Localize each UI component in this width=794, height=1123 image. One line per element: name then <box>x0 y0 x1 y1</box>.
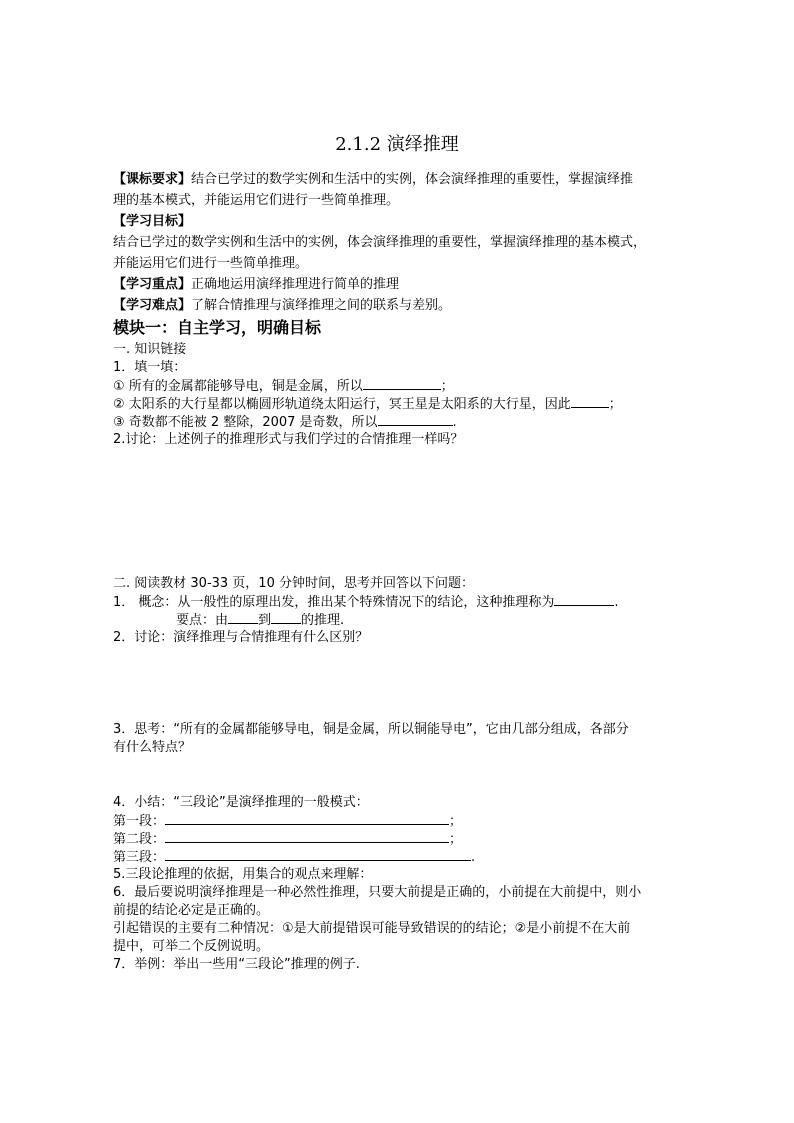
think-line-2: 有什么特点？ <box>113 740 192 755</box>
difficulty-tag: 【学习难点】 <box>113 298 192 313</box>
example-line: 7．举例：举出一些用“三段论”推理的例子. <box>113 957 360 972</box>
answer-blank <box>571 395 609 408</box>
answer-blank <box>554 593 614 606</box>
key-point-text: 要点：由 <box>176 613 229 628</box>
segment-2-label: 第二段： <box>113 832 166 847</box>
item-1-text: ① 所有的金属都能够导电，铜是金属，所以 <box>113 379 363 394</box>
answer-blank <box>228 611 258 624</box>
question-item-2 <box>113 395 622 414</box>
objective-tag: 【学习目标】 <box>113 214 192 229</box>
page-title: 2.1.2 演绎推理 <box>335 134 459 155</box>
segment-1-punct: ； <box>449 814 463 829</box>
concept-punct: . <box>614 595 619 610</box>
key-point-end: 的推理. <box>301 613 345 628</box>
item-2-text: ② 太阳系的大行星都以椭圆形轨道绕太阳运行，冥王星是太阳系的大行星，因此 <box>113 397 571 412</box>
focus-tag: 【学习重点】 <box>113 277 192 292</box>
item-2-punct: ； <box>608 397 622 412</box>
focus-text: 正确地运用演绎推理进行简单的推理 <box>191 277 400 292</box>
section-heading-1: 一. 知识链接 <box>113 342 187 357</box>
objective-line-1: 结合已学过的数学实例和生活中的实例，体会演绎推理的重要性，掌握演绎推理的基本模式， <box>113 235 647 250</box>
module-heading: 模块一：自主学习，明确目标 <box>113 318 322 337</box>
question-item-1 <box>113 377 454 396</box>
final-line-1: 6．最后要说明演绎推理是一种必然性推理，只要大前提是正确的，小前提在大前提中，则小 <box>113 885 642 900</box>
difficulty-line <box>113 297 451 315</box>
curriculum-text-1: 结合已学过的数学实例和生活中的实例，体会演绎推理的重要性，掌握演绎推 <box>191 172 634 187</box>
summary-line: 4．小结：“三段论”是演绎推理的一般模式： <box>113 795 369 810</box>
discussion-2: 2．讨论：演绎推理与合情推理有什么区别？ <box>113 630 369 645</box>
segment-3-punct: . <box>471 850 476 865</box>
section-heading-2: 二. 阅读教材 30-33 页，10 分钟时间，思考并回答以下问题： <box>113 576 474 591</box>
item-3-text: ③ 奇数都不能被 2 整除，2007 是奇数，所以 <box>113 415 378 430</box>
objective-line-2: 并能运用它们进行一些简单推理。 <box>113 256 309 271</box>
concept-text: 1． 概念：从一般性的原理出发，推出某个特殊情况下的结论，这种推理称为 <box>113 595 555 610</box>
error-line-2: 提中，可举二个反例说明。 <box>113 939 270 954</box>
item-3-punct: . <box>452 415 457 430</box>
segment-1 <box>113 812 462 831</box>
item-1-punct: ； <box>440 379 454 394</box>
answer-blank <box>165 830 449 843</box>
answer-blank <box>271 611 301 624</box>
segment-1-label: 第一段： <box>113 814 166 829</box>
basis-line: 5.三段论推理的依据，用集合的观点来理解： <box>113 867 373 882</box>
answer-blank <box>165 812 449 825</box>
error-line-1: 引起错误的主要有二种情况：①是大前提错误可能导致错误的的结论；②是小前提不在大前 <box>113 921 631 936</box>
fill-label: 1．填一填： <box>113 360 187 375</box>
curriculum-tag: 【课标要求】 <box>113 172 192 187</box>
segment-3-label: 第三段： <box>113 850 166 865</box>
answer-blank <box>165 848 471 861</box>
key-point-to: 到 <box>258 613 272 628</box>
segment-2-punct: ； <box>449 832 463 847</box>
segment-3 <box>113 848 475 867</box>
answer-blank <box>363 377 441 390</box>
segment-2 <box>113 830 462 849</box>
focus-line <box>113 276 399 294</box>
final-line-2: 前提的结论必定是正确的。 <box>113 903 270 918</box>
concept-line <box>113 593 619 612</box>
question-item-3 <box>113 413 457 432</box>
discussion-1: 2.讨论：上述例子的推理形式与我们学过的合情推理一样吗？ <box>113 432 464 447</box>
difficulty-text: 了解合情推理与演绎推理之间的联系与差别。 <box>191 298 452 313</box>
curriculum-line-1 <box>113 171 633 189</box>
curriculum-line-2: 理的基本模式，并能运用它们进行一些简单推理。 <box>113 193 400 208</box>
think-line-1: 3．思考：“所有的金属都能够导电，铜是金属，所以铜能导电”，它由几部分组成，各部分 <box>113 722 629 737</box>
key-point-line <box>176 611 344 630</box>
answer-blank <box>378 413 453 426</box>
